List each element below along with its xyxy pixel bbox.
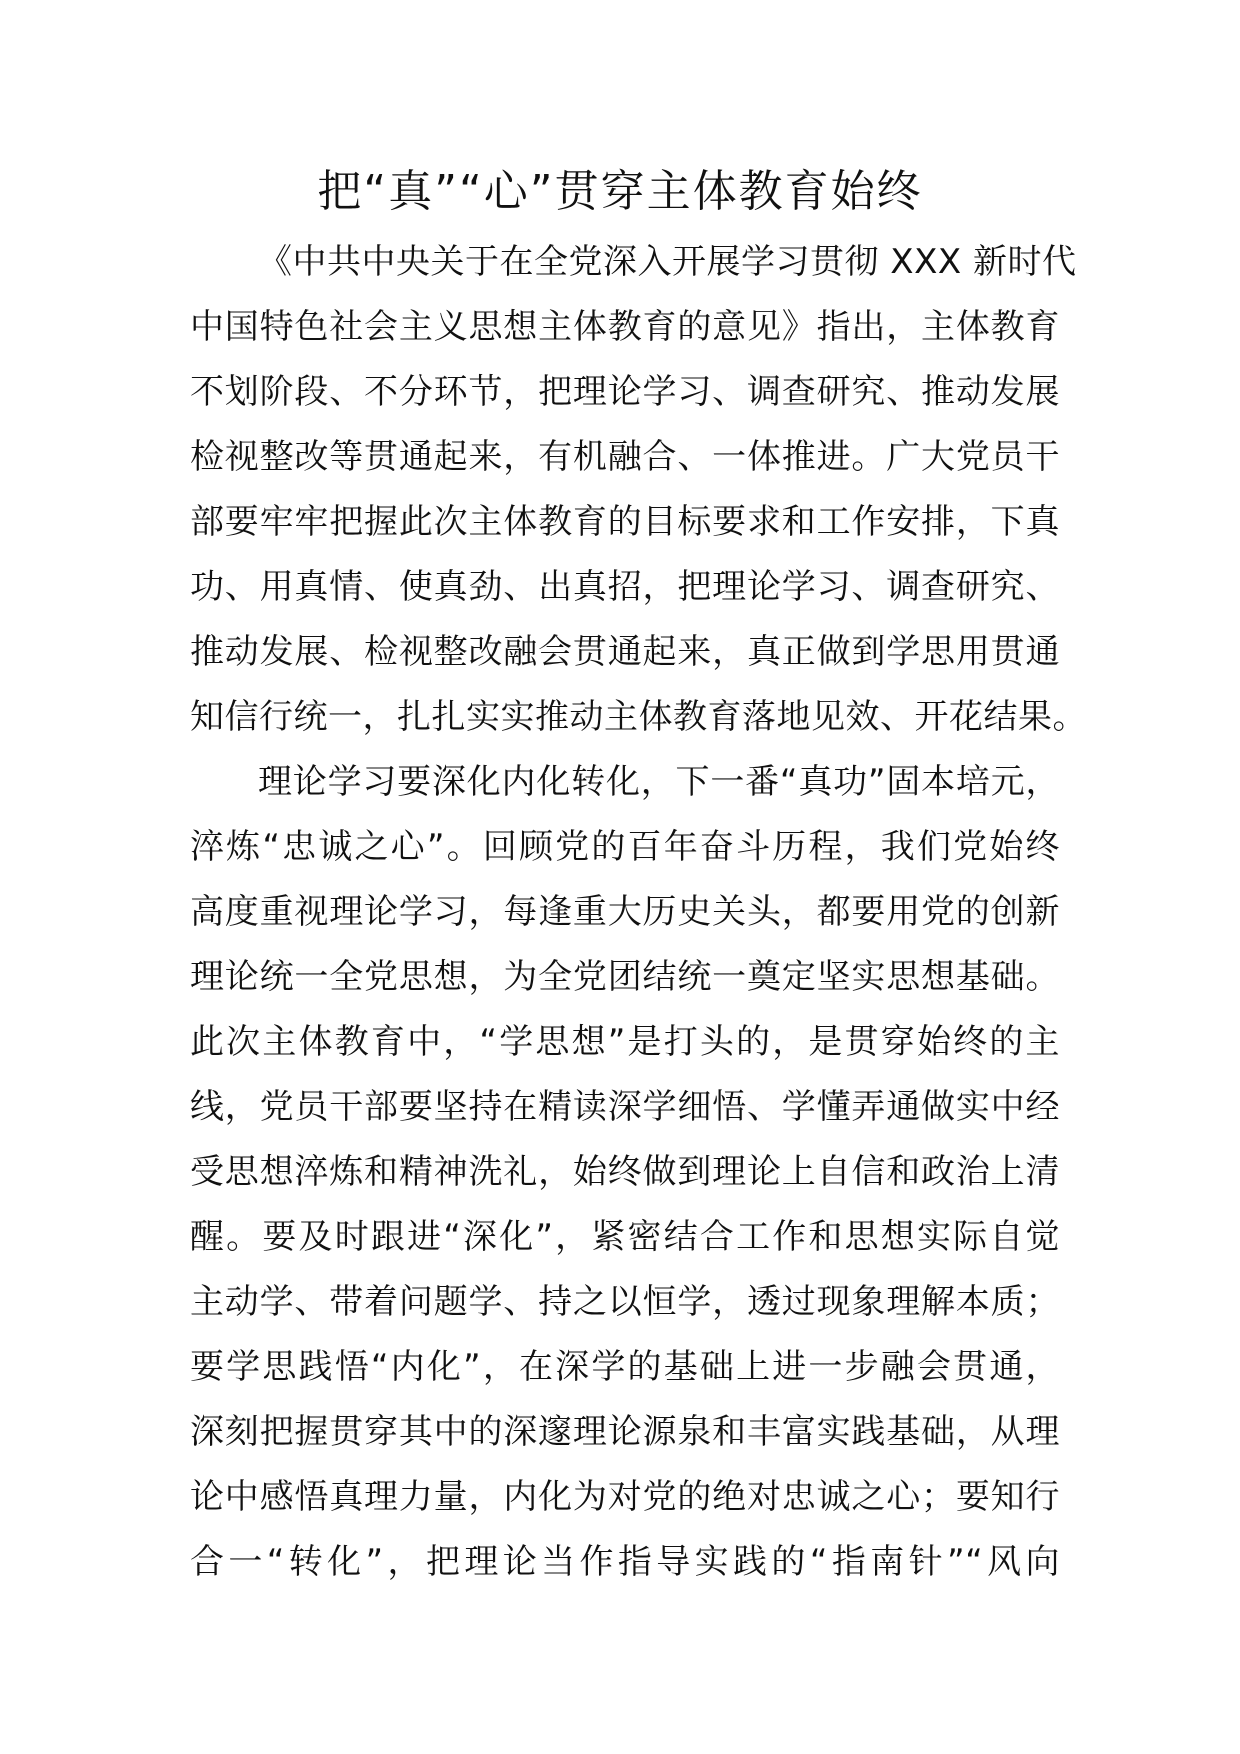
paragraph-2: [190, 750, 1060, 1595]
text-line: 功、用真情、使真劲、出真招，把理论学习、调查研究、: [190, 567, 1060, 607]
text-line: 线，党员干部要坚持在精读深学细悟、学懂弄通做实中经: [190, 1087, 1060, 1127]
document-body: [190, 230, 1087, 1595]
text-line: 检视整改等贯通起来，有机融合、一体推进。广大党员干: [190, 437, 1060, 477]
text-line: 中国特色社会主义思想主体教育的意见》指出，主体教育: [190, 307, 1060, 347]
text-line: 部要牢牢把握此次主体教育的目标要求和工作安排，下真: [190, 502, 1060, 542]
text-line: 不划阶段、不分环节，把理论学习、调查研究、推动发展: [190, 372, 1060, 412]
text-line: 此次主体教育中，“学思想”是打头的，是贯穿始终的主: [190, 1022, 1060, 1062]
text-line: 要学思践悟“内化”，在深学的基础上进一步融会贯通，: [190, 1347, 1060, 1387]
text-line: 主动学、带着问题学、持之以恒学，透过现象理解本质；: [190, 1282, 1060, 1322]
text-line: 淬炼“忠诚之心”。回顾党的百年奋斗历程，我们党始终: [190, 827, 1060, 867]
paragraph-1: [190, 230, 1087, 750]
text-line: 推动发展、检视整改融会贯通起来，真正做到学思用贯通: [190, 632, 1060, 672]
text-line: 合一“转化”，把理论当作指导实践的“指南针”“风向: [190, 1542, 1060, 1582]
document-title: 把“真”“心”贯穿主体教育始终: [317, 166, 923, 217]
text-line: 高度重视理论学习，每逢重大历史关头，都要用党的创新: [190, 892, 1060, 932]
text-line: 知信行统一，扎扎实实推动主体教育落地见效、开花结果。: [190, 697, 1087, 737]
text-line: 理论统一全党思想，为全党团结统一奠定坚实思想基础。: [190, 957, 1060, 997]
text-line: 受思想淬炼和精神洗礼，始终做到理论上自信和政治上清: [190, 1152, 1060, 1192]
text-line: 《中共中央关于在全党深入开展学习贯彻 XXX 新时代: [258, 242, 1077, 282]
text-line: 醒。要及时跟进“深化”，紧密结合工作和思想实际自觉: [190, 1217, 1060, 1257]
text-line: 理论学习要深化内化转化，下一番“真功”固本培元，: [258, 762, 1060, 802]
text-line: 深刻把握贯穿其中的深邃理论源泉和丰富实践基础，从理: [190, 1412, 1060, 1452]
text-line: 论中感悟真理力量，内化为对党的绝对忠诚之心；要知行: [190, 1477, 1060, 1517]
